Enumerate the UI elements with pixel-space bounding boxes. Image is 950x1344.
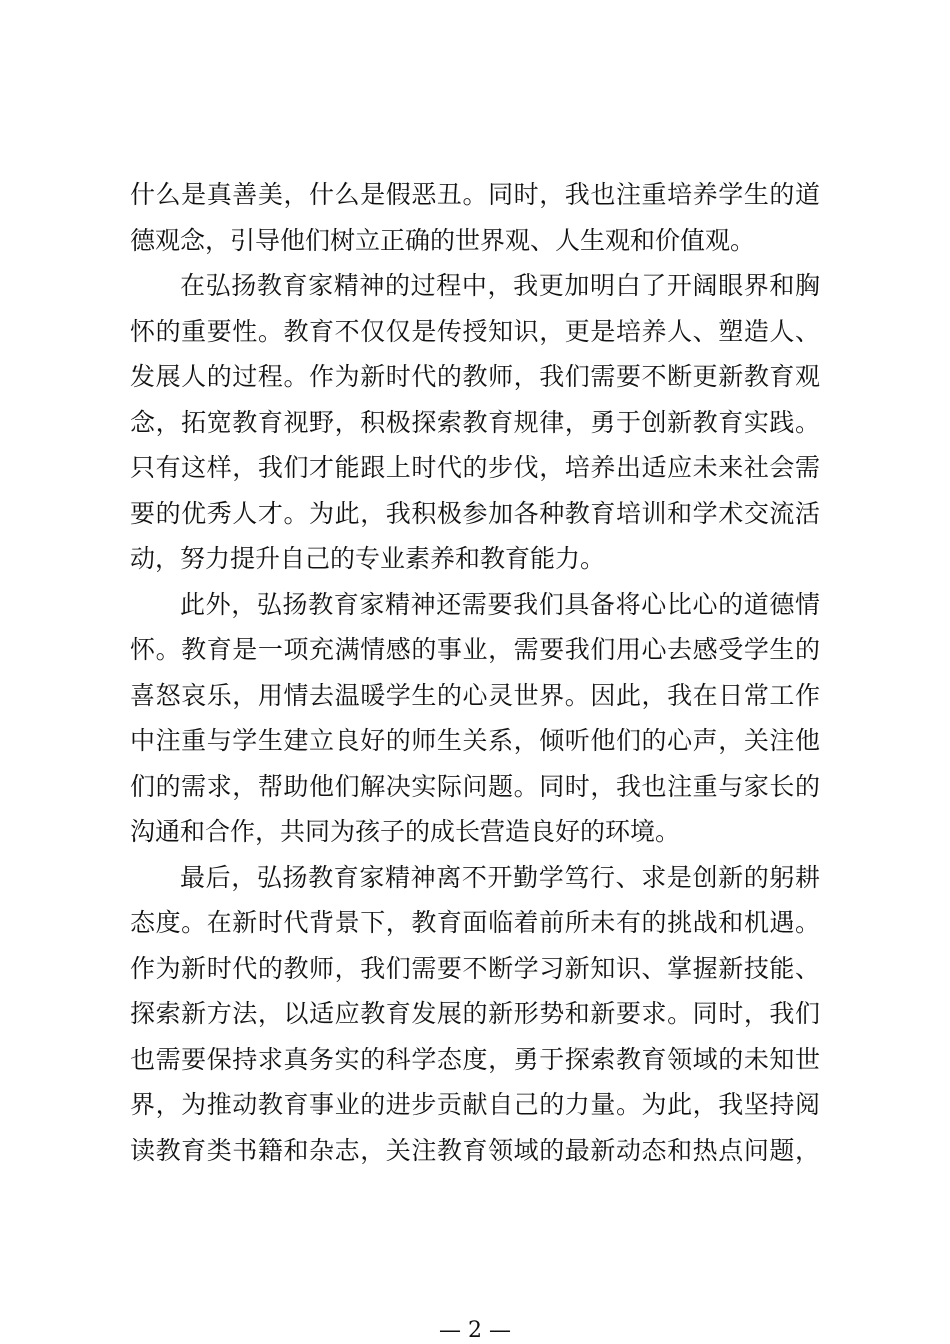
text-line: 中注重与学生建立良好的师生关系，倾听他们的心声，关注他	[130, 726, 820, 755]
page-number: — 2 —	[439, 1318, 511, 1343]
text-line: 要的优秀人才。为此，我积极参加各种教育培训和学术交流活	[130, 498, 820, 528]
text-line: 读教育类书籍和杂志，关注教育领域的最新动态和热点问题，	[130, 1135, 820, 1165]
paragraph-first-line: 此外，弘扬教育家精神还需要我们具备将心比心的道德情	[180, 589, 820, 619]
text-line: 界，为推动教育事业的进步贡献自己的力量。为此，我坚持阅	[130, 1090, 820, 1119]
text-line: 喜怒哀乐，用情去温暖学生的心灵世界。因此，我在日常工作	[130, 680, 820, 710]
text-line: 动，努力提升自己的专业素养和教育能力。	[130, 544, 606, 573]
text-line: 怀的重要性。教育不仅仅是传授知识，更是培养人、塑造人、	[130, 316, 820, 346]
text-line: 发展人的过程。作为新时代的教师，我们需要不断更新教育观	[130, 362, 820, 391]
text-line: 也需要保持求真务实的科学态度，勇于探索教育领域的未知世	[130, 1044, 820, 1074]
text-line: 德观念，引导他们树立正确的世界观、人生观和价值观。	[130, 225, 756, 255]
text-line: 念，拓宽教育视野，积极探索教育规律，勇于创新教育实践。	[130, 407, 820, 437]
paragraph-first-line: 在弘扬教育家精神的过程中，我更加明白了开阔眼界和胸	[180, 271, 820, 300]
paragraph-first-line: 最后，弘扬教育家精神离不开勤学笃行、求是创新的躬耕	[180, 862, 820, 892]
text-line: 沟通和合作，共同为孩子的成长营造良好的环境。	[130, 817, 681, 846]
body-text	[130, 172, 820, 1173]
text-line: 只有这样，我们才能跟上时代的步伐，培养出适应未来社会需	[130, 453, 820, 482]
text-line: 怀。教育是一项充满情感的事业，需要我们用心去感受学生的	[130, 635, 820, 664]
text-line: 什么是真善美，什么是假恶丑。同时，我也注重培养学生的道	[130, 180, 820, 209]
text-line: 们的需求，帮助他们解决实际问题。同时，我也注重与家长的	[130, 771, 820, 801]
text-line: 态度。在新时代背景下，教育面临着前所未有的挑战和机遇。	[130, 908, 820, 937]
text-line: 探索新方法，以适应教育发展的新形势和新要求。同时，我们	[130, 999, 820, 1028]
text-line: 作为新时代的教师，我们需要不断学习新知识、掌握新技能、	[130, 953, 820, 983]
